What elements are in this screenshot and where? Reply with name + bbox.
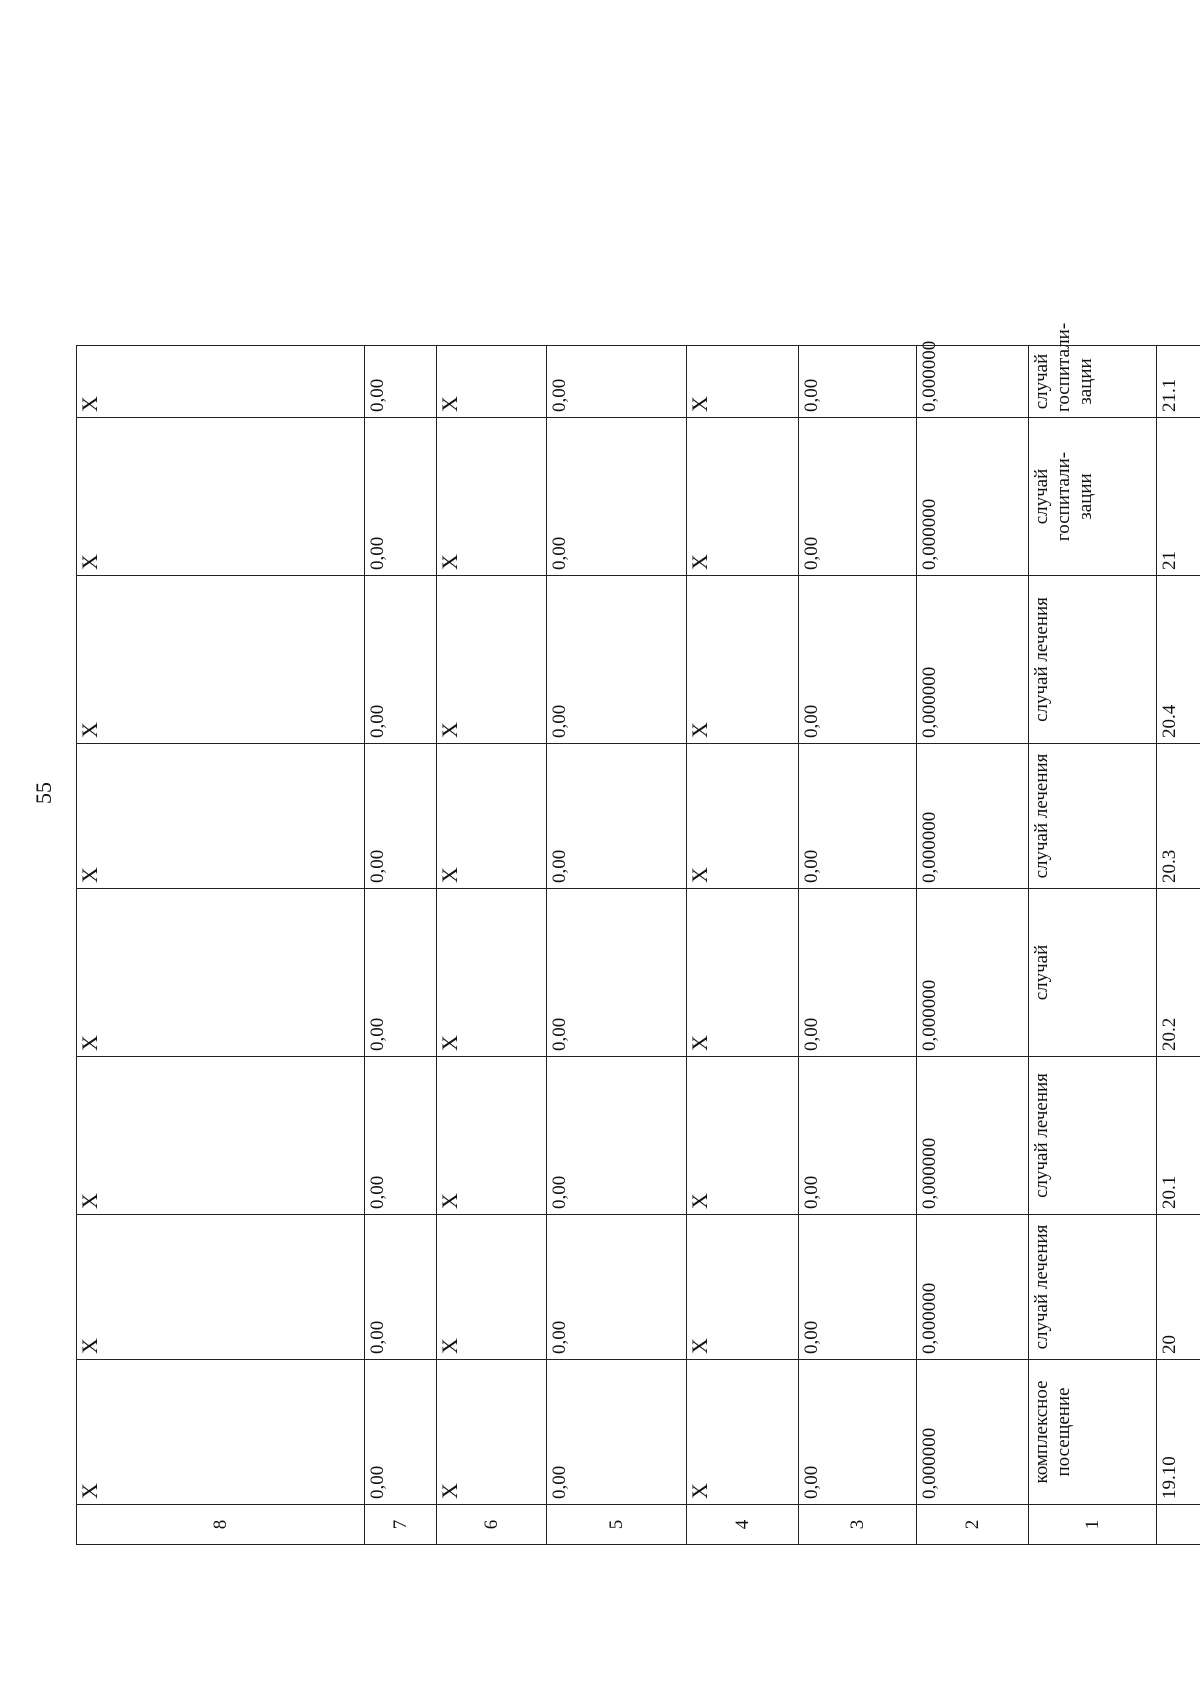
table-cell [799, 418, 917, 576]
cell-text: случай лечения [1031, 753, 1052, 879]
column-header: 6 [437, 1505, 547, 1545]
cell-text: Х [687, 396, 712, 412]
data-table [76, 64, 1200, 1545]
table-cell [365, 1057, 437, 1215]
table-cell [547, 1215, 687, 1360]
cell-text: 0,00 [367, 1320, 388, 1354]
column-header: 7 [365, 1505, 437, 1545]
table-cell [1157, 418, 1200, 576]
table-cell [1157, 889, 1200, 1057]
table-cell [365, 1215, 437, 1360]
table-cell [917, 1215, 1029, 1360]
table-cell [1157, 346, 1200, 418]
column-6 [437, 65, 547, 1545]
table-cell [917, 744, 1029, 889]
table-cell [1157, 1057, 1200, 1215]
cell-text: 20.2 [1159, 1017, 1180, 1051]
table-cell [687, 1360, 799, 1505]
table-cell [77, 418, 365, 576]
cell-text: Х [77, 722, 102, 738]
table-cell [365, 889, 437, 1057]
cell-text: Х [687, 554, 712, 570]
cell-text: случай лечения [1031, 597, 1052, 722]
table-cell [365, 744, 437, 889]
table-cell [437, 1057, 547, 1215]
table-cell [547, 1360, 687, 1505]
table-cell [77, 346, 365, 418]
column-header: 1 [1029, 1505, 1157, 1545]
table-cell [1029, 1215, 1157, 1360]
table-cell [1029, 418, 1157, 576]
cell-text: 0,00 [801, 1465, 822, 1499]
table-cell [77, 1215, 365, 1360]
cell-text: 0,00 [801, 1175, 822, 1209]
cell-text: Х [687, 1483, 712, 1499]
table-cell [1029, 576, 1157, 744]
cell-text: 0,000000 [919, 1137, 940, 1209]
table-cell [799, 744, 917, 889]
table-cell [687, 418, 799, 576]
cell-text: 0,00 [801, 704, 822, 738]
cell-text: 0,00 [801, 1017, 822, 1051]
table-cell [437, 418, 547, 576]
cell-text: Х [437, 722, 462, 738]
cell-text: Х [77, 1035, 102, 1051]
column-3 [799, 65, 917, 1545]
cell-text: 0,00 [549, 704, 570, 738]
cell-text: 20.4 [1159, 704, 1180, 738]
cell-text: Х [437, 1338, 462, 1354]
table-cell [799, 1057, 917, 1215]
table-cell [1029, 744, 1157, 889]
cell-text: случай лечения [1031, 1224, 1052, 1350]
column-header: 5 [547, 1505, 687, 1545]
table-cell [1157, 744, 1200, 889]
table-cell [799, 346, 917, 418]
cell-text: случай лечения [1031, 1073, 1052, 1198]
table-cell [799, 1215, 917, 1360]
page-number: 55 [31, 782, 56, 804]
table-cell [77, 1360, 365, 1505]
cell-text: 0,00 [367, 1017, 388, 1051]
table-cell [917, 1360, 1029, 1505]
table-cell [799, 1360, 917, 1505]
cell-text: 21 [1159, 551, 1180, 570]
cell-text: 0,00 [549, 1175, 570, 1209]
cell-text: Х [77, 1193, 102, 1209]
table-cell [365, 576, 437, 744]
table-cell [687, 1215, 799, 1360]
table-cell [437, 1215, 547, 1360]
cell-text: случай [1031, 944, 1052, 1001]
cell-text: 0,00 [801, 1320, 822, 1354]
table-cell [687, 346, 799, 418]
cell-text: Х [687, 1338, 712, 1354]
table-cell [687, 1057, 799, 1215]
column-header [1157, 1505, 1200, 1545]
data-table-rotated [76, 65, 1180, 1545]
cell-text: 0,00 [549, 1320, 570, 1354]
cell-text: 0,00 [367, 704, 388, 738]
table-cell [1029, 1360, 1157, 1505]
cell-text: Х [437, 1483, 462, 1499]
table-cell [1029, 1057, 1157, 1215]
column-header: 3 [799, 1505, 917, 1545]
cell-text: 0,000000 [919, 811, 940, 883]
cell-text: Х [437, 1193, 462, 1209]
cell-text: 0,00 [367, 536, 388, 570]
table-cell [1029, 889, 1157, 1057]
table-cell [799, 576, 917, 744]
cell-text: 0,00 [801, 536, 822, 570]
table-cell [1029, 322, 1157, 418]
table-cell [547, 1057, 687, 1215]
column-header: 4 [687, 1505, 799, 1545]
table-cell [437, 889, 547, 1057]
cell-text: 0,000000 [919, 666, 940, 738]
table-cell [437, 744, 547, 889]
cell-text: Х [437, 1035, 462, 1051]
table-cell [799, 889, 917, 1057]
table-cell [77, 889, 365, 1057]
table-cell [1157, 1215, 1200, 1360]
table-cell [365, 418, 437, 576]
table-cell [1157, 1360, 1200, 1505]
cell-text: случай госпитали- зации [1031, 451, 1096, 542]
column-1 [1029, 65, 1157, 1545]
cell-text: 20.3 [1159, 849, 1180, 883]
cell-text: Х [437, 554, 462, 570]
table-cell [77, 576, 365, 744]
cell-text: 0,000000 [919, 979, 940, 1051]
column-7 [365, 65, 437, 1545]
cell-text: Х [437, 867, 462, 883]
table-cell [917, 889, 1029, 1057]
table-cell [687, 889, 799, 1057]
table-cell [365, 346, 437, 418]
cell-text: 0,00 [367, 1175, 388, 1209]
table-cell [437, 346, 547, 418]
table-cell [437, 576, 547, 744]
cell-text: случай госпитали- зации [1031, 322, 1096, 412]
cell-text: Х [437, 396, 462, 412]
cell-text: Х [687, 1193, 712, 1209]
cell-text: Х [77, 1338, 102, 1354]
table-cell [437, 1360, 547, 1505]
cell-text: комплексное посещение [1031, 1380, 1074, 1484]
table-cell [687, 744, 799, 889]
table-cell [547, 346, 687, 418]
cell-text: 0,00 [549, 536, 570, 570]
column-B [1157, 65, 1200, 1545]
table-cell [547, 889, 687, 1057]
cell-text: 0,000000 [919, 498, 940, 570]
cell-text: 21.1 [1159, 378, 1180, 412]
cell-text: Х [77, 396, 102, 412]
table-cell [917, 576, 1029, 744]
cell-text: 0,000000 [919, 1282, 940, 1354]
table-cell [77, 744, 365, 889]
table-cell [1157, 576, 1200, 744]
cell-text: Х [77, 554, 102, 570]
cell-text: Х [687, 722, 712, 738]
column-4 [687, 65, 799, 1545]
table-cell [917, 340, 1029, 418]
column-2 [917, 65, 1029, 1545]
cell-text: 19.10 [1159, 1456, 1180, 1499]
cell-text: Х [77, 867, 102, 883]
cell-text: 0,000000 [919, 340, 940, 412]
cell-text: 0,00 [367, 1465, 388, 1499]
cell-text: Х [687, 1035, 712, 1051]
cell-text: 0,00 [367, 378, 388, 412]
table-cell [547, 744, 687, 889]
table-cell [917, 1057, 1029, 1215]
cell-text: 0,000000 [919, 1427, 940, 1499]
column-header: 8 [77, 1505, 365, 1545]
cell-text: 0,00 [549, 849, 570, 883]
cell-text: Х [687, 867, 712, 883]
table-cell [77, 1057, 365, 1215]
cell-text: 0,00 [549, 1465, 570, 1499]
table-cell [365, 1360, 437, 1505]
cell-text: 0,00 [801, 378, 822, 412]
cell-text: 0,00 [367, 849, 388, 883]
column-8 [77, 65, 365, 1545]
cell-text: 0,00 [549, 378, 570, 412]
table-cell [547, 418, 687, 576]
table-cell [547, 576, 687, 744]
column-5 [547, 65, 687, 1545]
cell-text: Х [77, 1483, 102, 1499]
table-cell [917, 418, 1029, 576]
column-header: 2 [917, 1505, 1029, 1545]
cell-text: 20.1 [1159, 1175, 1180, 1209]
cell-text: 0,00 [549, 1017, 570, 1051]
cell-text: 0,00 [801, 849, 822, 883]
table-cell [687, 576, 799, 744]
cell-text: 20 [1159, 1335, 1180, 1354]
